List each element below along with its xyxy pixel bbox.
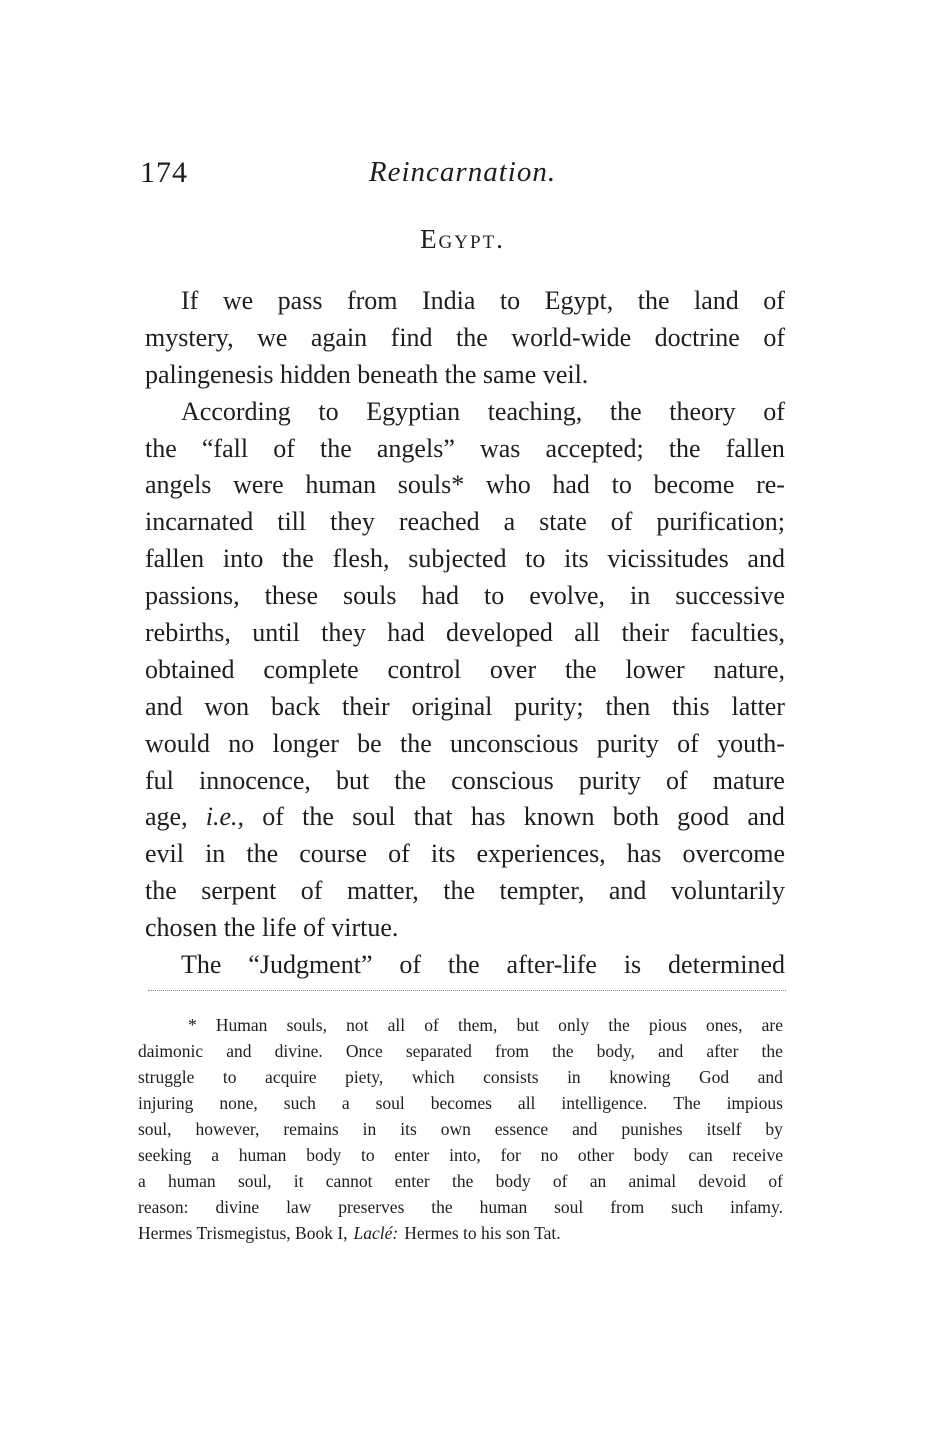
body-line: incarnated till they reached a state of purification; (145, 507, 785, 537)
footnote-line: * Human souls, not all of them, but only the pious ones, are (188, 1015, 783, 1035)
footnote (138, 1012, 783, 1246)
body-line: fallen into the flesh, subjected to its vicissitudes and (145, 544, 785, 574)
footnote-line: struggle to acquire piety, which consists in knowing God and (138, 1067, 783, 1087)
running-head (140, 156, 785, 200)
body-line: angels were human souls* who had to become re- (145, 470, 785, 500)
body-line: If we pass from India to Egypt, the land of (181, 286, 785, 315)
italic-abbreviation: i.e., (205, 802, 245, 832)
footnote-line: reason: divine law preserves the human soul from such infamy. (138, 1197, 783, 1217)
footnote-rule (148, 990, 786, 991)
footnote-line: soul, however, remains in its own essence and punishes itself by (138, 1119, 783, 1139)
section-heading: Egypt. (420, 224, 505, 254)
body-line: ful innocence, but the conscious purity of mature (145, 765, 785, 795)
body-line: age, i.e., of the soul that has known both good and (145, 799, 785, 836)
body-text (145, 283, 785, 984)
footnote-source: Hermes Trismegistus, Book I, (138, 1223, 348, 1243)
body-line: The “Judgment” of the after-life is determined (181, 950, 785, 980)
footnote-line: injuring none, such a soul becomes all intelligence. The impious (138, 1093, 783, 1113)
body-line: the “fall of the angels” was accepted; the fallen (145, 433, 785, 463)
body-line: evil in the course of its experiences, has overcome (145, 839, 785, 869)
page-number: 174 (140, 156, 188, 189)
body-line: obtained complete control over the lower nature, (145, 654, 785, 684)
footnote-source-italic: Laclé: (353, 1223, 399, 1243)
footnote-line: a human soul, it cannot enter the body of an animal devoid of (138, 1171, 783, 1191)
body-line: the serpent of matter, the tempter, and voluntarily (145, 876, 785, 906)
footnote-line (138, 1220, 783, 1246)
body-line: passions, these souls had to evolve, in successive (145, 581, 785, 611)
body-line: would no longer be the unconscious purity of youth- (145, 728, 785, 758)
body-line: and won back their original purity; then this latter (145, 691, 785, 721)
body-line: rebirths, until they had developed all their faculties, (145, 618, 785, 648)
body-line: According to Egyptian teaching, the theory of (181, 396, 785, 426)
footnote-line: daimonic and divine. Once separated from the body, and after the (138, 1041, 783, 1061)
footnote-line: seeking a human body to enter into, for no other body can receive (138, 1145, 783, 1165)
footnote-source-end: Hermes to his son Tat. (404, 1223, 561, 1243)
running-title: Reincarnation. (368, 156, 557, 188)
body-line: palingenesis hidden beneath the same veil. (145, 359, 589, 389)
body-line: chosen the life of virtue. (145, 913, 399, 943)
body-line: mystery, we again find the world-wide doctrine of (145, 322, 785, 352)
